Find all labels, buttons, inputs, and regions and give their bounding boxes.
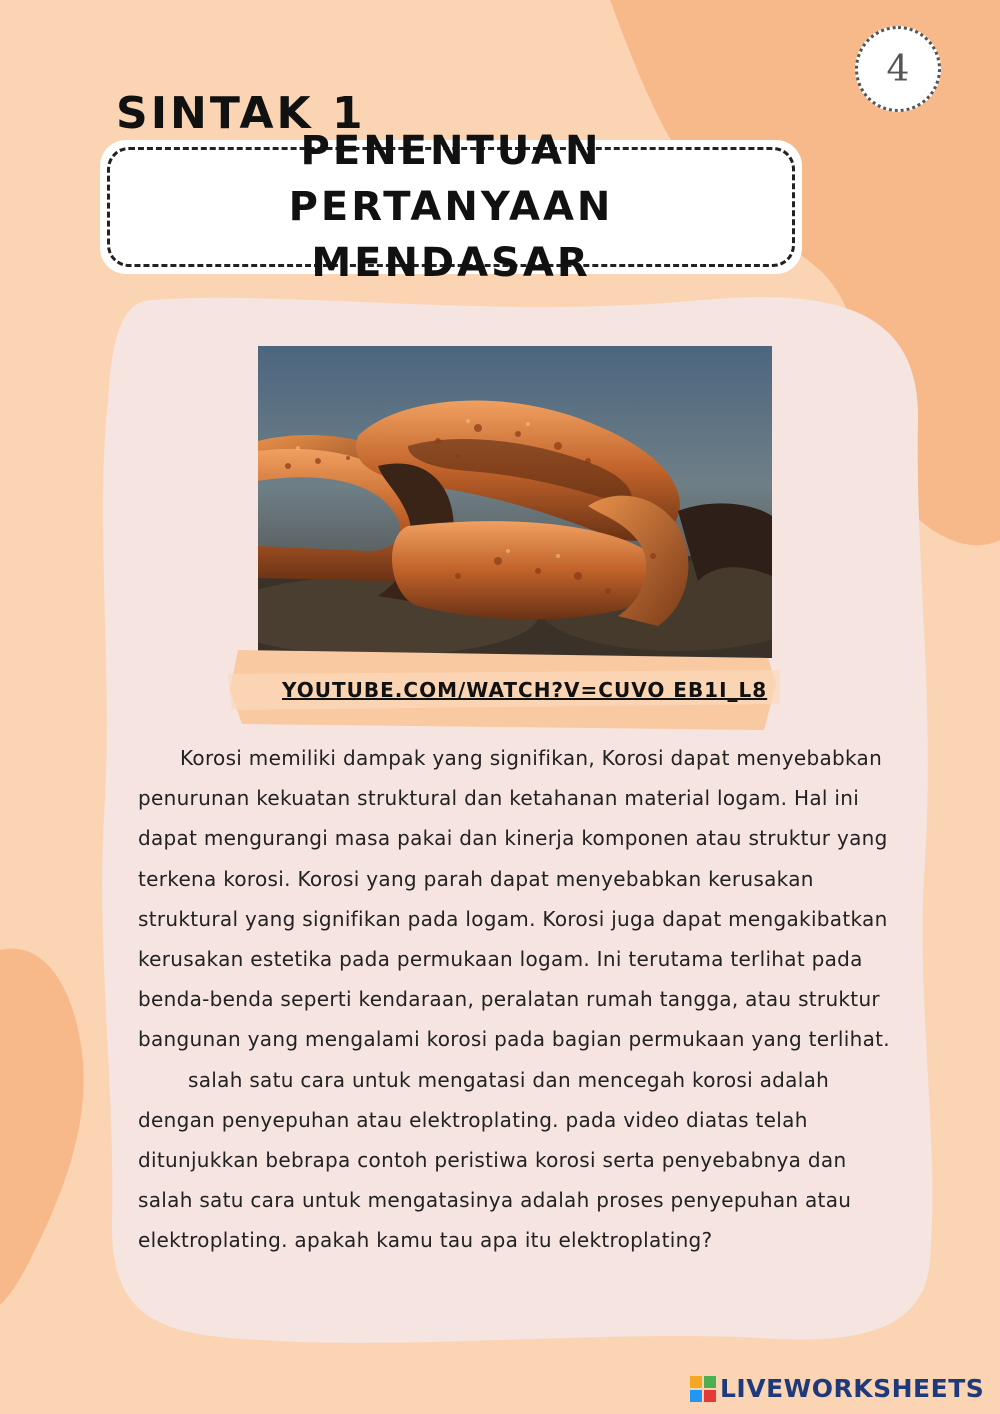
- page-number-badge: [855, 26, 941, 112]
- liveworksheets-logo-icon: [690, 1376, 716, 1402]
- section-label: SINTAK 1: [116, 88, 366, 139]
- title-box: [100, 128, 802, 286]
- title-dashed-frame: [107, 128, 795, 286]
- paragraph-2: salah satu cara untuk mengatasi dan mencegah korosi adalah dengan penyepuhan atau elektroplating. pada video diatas telah ditunjukkan bebrapa contoh peristiwa korosi serta penyebabnya dan salah satu cara untuk mengatasinya adalah proses penyepuhan atau elektroplating. apakah kamu tau apa itu elektroplating?: [138, 1067, 852, 1253]
- brand-name: LIVEWORKSHEETS: [720, 1374, 985, 1403]
- paragraph-1: Korosi memiliki dampak yang signifikan, Korosi dapat menyebabkan penurunan kekuatan struktural dan ketahanan material logam. Hal ini dapat mengurangi masa pakai dan kinerja komponen atau struktur yang terkena korosi. Korosi yang parah dapat menyebabkan kerusakan struktural yang signifikan pada logam. Korosi juga dapat mengakibatkan kerusakan estetika pada permukaan logam. Ini terutama terlihat pada benda-benda seperti kendaraan, peralatan rumah tangga, atau struktur bangunan yang mengalami korosi pada bagian permukaan yang terlihat.: [138, 746, 890, 1052]
- page-title: [191, 123, 711, 291]
- rusty-chain-photo: [258, 346, 772, 658]
- video-link[interactable]: YOUTUBE.COM/WATCH?V=CUVO EB1I_L8: [282, 678, 768, 702]
- title-line-2: MENDASAR: [311, 240, 591, 286]
- body-text: [138, 738, 898, 1261]
- brand-footer: [690, 1374, 984, 1403]
- title-line-1: PENENTUAN PERTANYAAN: [288, 128, 614, 230]
- page-number: 4: [886, 48, 910, 90]
